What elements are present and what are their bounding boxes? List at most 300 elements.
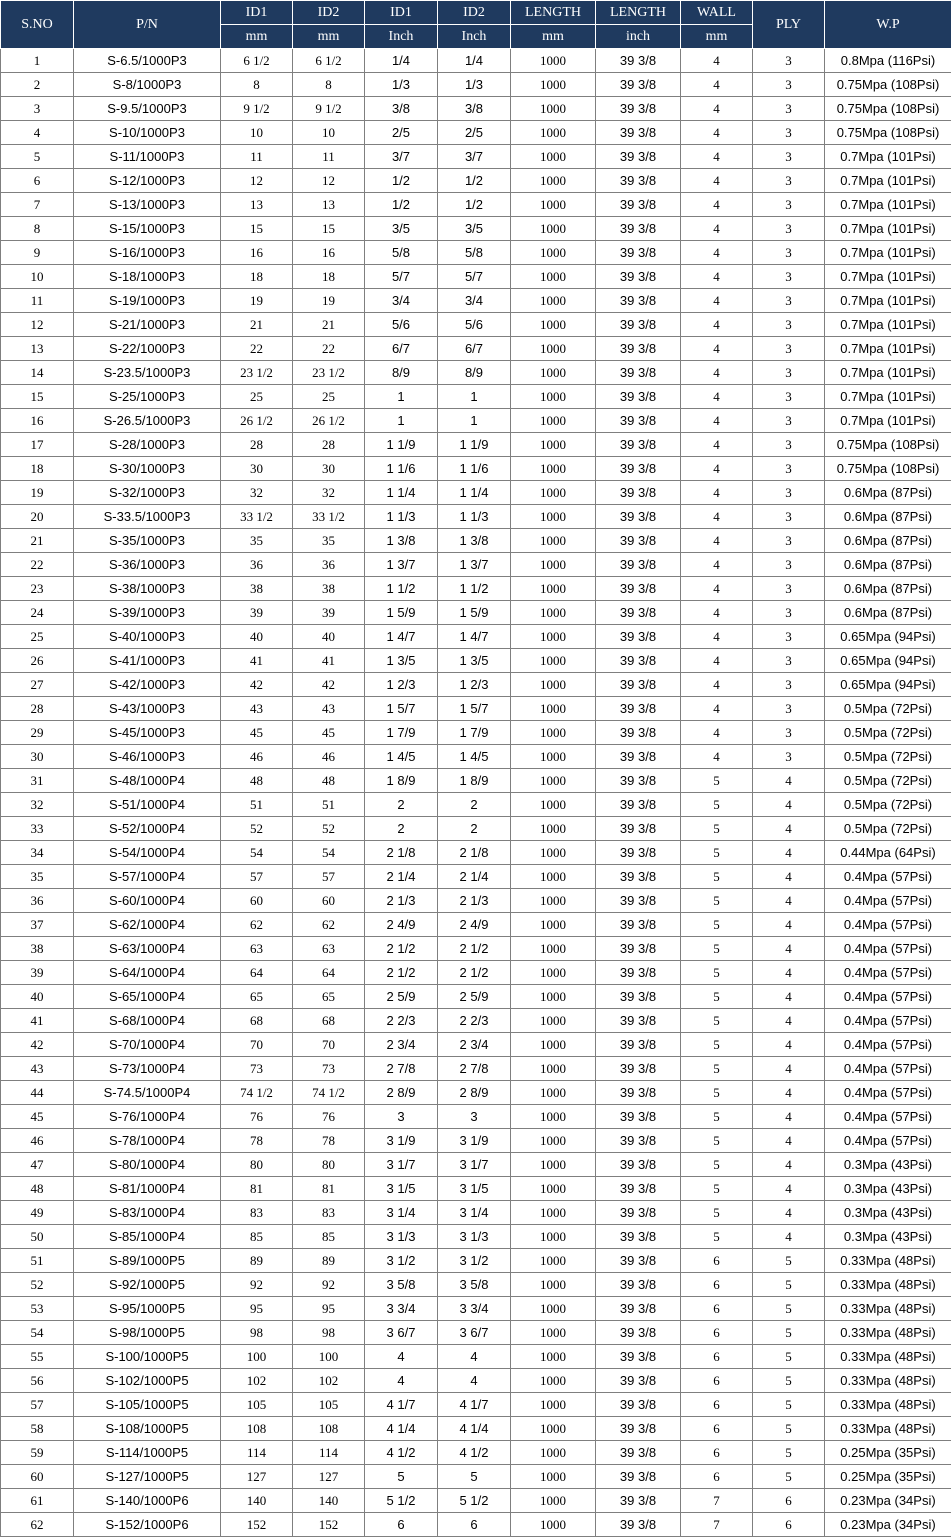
- sno-cell: 33: [1, 817, 74, 841]
- pn-cell: S-83/1000P4: [74, 1201, 221, 1225]
- id2-inch-cell: 3 1/3: [438, 1225, 511, 1249]
- id1-inch-cell: 2 1/8: [365, 841, 438, 865]
- id2-mm-cell: 51: [293, 793, 365, 817]
- id2-mm-cell: 89: [293, 1249, 365, 1273]
- table-row: [1, 865, 951, 889]
- ply-cell: 4: [753, 1201, 825, 1225]
- length-inch-cell: 39 3/8: [596, 145, 681, 169]
- wall-cell: 4: [681, 529, 753, 553]
- ply-cell: 3: [753, 217, 825, 241]
- length-mm-cell: 1000: [511, 1177, 596, 1201]
- length-mm-cell: 1000: [511, 745, 596, 769]
- id2-mm-cell: 26 1/2: [293, 409, 365, 433]
- id2-mm-cell: 83: [293, 1201, 365, 1225]
- sno-cell: 37: [1, 913, 74, 937]
- id1-mm-cell: 25: [221, 385, 293, 409]
- ply-cell: 3: [753, 433, 825, 457]
- length-inch-cell: 39 3/8: [596, 649, 681, 673]
- id1-inch-cell: 1 1/9: [365, 433, 438, 457]
- id1-mm-cell: 78: [221, 1129, 293, 1153]
- table-row: [1, 457, 951, 481]
- sno-cell: 54: [1, 1321, 74, 1345]
- id1-inch-cell: 1 7/9: [365, 721, 438, 745]
- table-row: [1, 1153, 951, 1177]
- id1-inch-cell: 1/4: [365, 49, 438, 73]
- length-mm-cell: 1000: [511, 409, 596, 433]
- length-inch-cell: 39 3/8: [596, 1345, 681, 1369]
- wp-cell: 0.7Mpa (101Psi): [825, 313, 951, 337]
- id2-inch-cell: 2 1/2: [438, 961, 511, 985]
- header-id1-mm: ID1: [221, 1, 293, 25]
- wall-cell: 7: [681, 1489, 753, 1513]
- ply-cell: 3: [753, 697, 825, 721]
- wall-cell: 5: [681, 793, 753, 817]
- id1-inch-cell: 4 1/7: [365, 1393, 438, 1417]
- wp-cell: 0.4Mpa (57Psi): [825, 1057, 951, 1081]
- table-row: [1, 769, 951, 793]
- id2-inch-cell: 5/7: [438, 265, 511, 289]
- id2-inch-cell: 1 3/8: [438, 529, 511, 553]
- length-inch-cell: 39 3/8: [596, 289, 681, 313]
- length-inch-cell: 39 3/8: [596, 385, 681, 409]
- wall-cell: 6: [681, 1321, 753, 1345]
- pn-cell: S-63/1000P4: [74, 937, 221, 961]
- id2-mm-cell: 22: [293, 337, 365, 361]
- table-row: [1, 625, 951, 649]
- table-row: [1, 97, 951, 121]
- length-inch-cell: 39 3/8: [596, 769, 681, 793]
- id2-inch-cell: 5/6: [438, 313, 511, 337]
- pn-cell: S-52/1000P4: [74, 817, 221, 841]
- header-length-inch: LENGTH: [596, 1, 681, 25]
- id2-mm-cell: 98: [293, 1321, 365, 1345]
- length-mm-cell: 1000: [511, 649, 596, 673]
- length-inch-cell: 39 3/8: [596, 265, 681, 289]
- id2-inch-cell: 2 8/9: [438, 1081, 511, 1105]
- length-mm-cell: 1000: [511, 1057, 596, 1081]
- ply-cell: 4: [753, 961, 825, 985]
- id2-inch-cell: 1 7/9: [438, 721, 511, 745]
- wall-cell: 4: [681, 577, 753, 601]
- wp-cell: 0.8Mpa (116Psi): [825, 49, 951, 73]
- id2-mm-cell: 19: [293, 289, 365, 313]
- table-row: [1, 1441, 951, 1465]
- wp-cell: 0.33Mpa (48Psi): [825, 1297, 951, 1321]
- pn-cell: S-57/1000P4: [74, 865, 221, 889]
- id1-inch-cell: 3 1/5: [365, 1177, 438, 1201]
- id1-mm-cell: 64: [221, 961, 293, 985]
- id1-mm-cell: 13: [221, 193, 293, 217]
- ply-cell: 4: [753, 1033, 825, 1057]
- length-mm-cell: 1000: [511, 337, 596, 361]
- id1-inch-cell: 4: [365, 1345, 438, 1369]
- length-inch-cell: 39 3/8: [596, 577, 681, 601]
- ply-cell: 6: [753, 1489, 825, 1513]
- wall-cell: 4: [681, 745, 753, 769]
- header-wall: WALL: [681, 1, 753, 25]
- wp-cell: 0.5Mpa (72Psi): [825, 697, 951, 721]
- header-wp: W.P: [825, 1, 951, 49]
- id1-mm-cell: 62: [221, 913, 293, 937]
- length-mm-cell: 1000: [511, 1273, 596, 1297]
- wall-cell: 5: [681, 1057, 753, 1081]
- pn-cell: S-32/1000P3: [74, 481, 221, 505]
- id2-inch-cell: 4 1/4: [438, 1417, 511, 1441]
- id2-inch-cell: 2 1/2: [438, 937, 511, 961]
- id2-mm-cell: 152: [293, 1513, 365, 1537]
- id1-mm-cell: 15: [221, 217, 293, 241]
- id1-mm-cell: 95: [221, 1297, 293, 1321]
- id1-mm-cell: 10: [221, 121, 293, 145]
- id2-mm-cell: 52: [293, 817, 365, 841]
- table-row: [1, 505, 951, 529]
- id1-inch-cell: 1: [365, 385, 438, 409]
- id2-mm-cell: 43: [293, 697, 365, 721]
- pn-cell: S-30/1000P3: [74, 457, 221, 481]
- ply-cell: 4: [753, 889, 825, 913]
- id2-inch-cell: 1 4/5: [438, 745, 511, 769]
- id2-mm-cell: 39: [293, 601, 365, 625]
- pn-cell: S-108/1000P5: [74, 1417, 221, 1441]
- table-row: [1, 121, 951, 145]
- id1-mm-cell: 63: [221, 937, 293, 961]
- id1-inch-cell: 1/3: [365, 73, 438, 97]
- length-inch-cell: 39 3/8: [596, 697, 681, 721]
- length-mm-cell: 1000: [511, 1297, 596, 1321]
- id2-inch-cell: 1 1/3: [438, 505, 511, 529]
- id2-inch-cell: 3/5: [438, 217, 511, 241]
- table-row: [1, 985, 951, 1009]
- length-inch-cell: 39 3/8: [596, 1513, 681, 1537]
- id2-inch-cell: 4 1/2: [438, 1441, 511, 1465]
- id1-inch-cell: 1 2/3: [365, 673, 438, 697]
- id1-mm-cell: 8: [221, 73, 293, 97]
- wall-cell: 5: [681, 913, 753, 937]
- length-inch-cell: 39 3/8: [596, 1249, 681, 1273]
- id1-inch-cell: 3 6/7: [365, 1321, 438, 1345]
- id1-inch-cell: 3/7: [365, 145, 438, 169]
- length-inch-cell: 39 3/8: [596, 937, 681, 961]
- id1-inch-cell: 3: [365, 1105, 438, 1129]
- length-mm-cell: 1000: [511, 265, 596, 289]
- id2-inch-cell: 5 1/2: [438, 1489, 511, 1513]
- length-mm-cell: 1000: [511, 1345, 596, 1369]
- wp-cell: 0.7Mpa (101Psi): [825, 409, 951, 433]
- ply-cell: 3: [753, 49, 825, 73]
- id2-mm-cell: 63: [293, 937, 365, 961]
- ply-cell: 4: [753, 985, 825, 1009]
- sno-cell: 31: [1, 769, 74, 793]
- wall-cell: 4: [681, 145, 753, 169]
- pn-cell: S-46/1000P3: [74, 745, 221, 769]
- id2-inch-cell: 2 5/9: [438, 985, 511, 1009]
- pn-cell: S-114/1000P5: [74, 1441, 221, 1465]
- wp-cell: 0.25Mpa (35Psi): [825, 1441, 951, 1465]
- wall-cell: 4: [681, 385, 753, 409]
- id2-inch-cell: 2 3/4: [438, 1033, 511, 1057]
- length-inch-cell: 39 3/8: [596, 217, 681, 241]
- table-row: [1, 601, 951, 625]
- wall-cell: 4: [681, 673, 753, 697]
- length-mm-cell: 1000: [511, 217, 596, 241]
- id2-mm-cell: 42: [293, 673, 365, 697]
- length-mm-cell: 1000: [511, 193, 596, 217]
- wp-cell: 0.4Mpa (57Psi): [825, 985, 951, 1009]
- length-inch-cell: 39 3/8: [596, 529, 681, 553]
- id2-inch-cell: 2 1/3: [438, 889, 511, 913]
- id1-mm-cell: 33 1/2: [221, 505, 293, 529]
- length-inch-cell: 39 3/8: [596, 409, 681, 433]
- id2-inch-cell: 1: [438, 385, 511, 409]
- id2-inch-cell: 1 2/3: [438, 673, 511, 697]
- wall-cell: 5: [681, 1033, 753, 1057]
- length-inch-cell: 39 3/8: [596, 961, 681, 985]
- id1-mm-cell: 76: [221, 1105, 293, 1129]
- pn-cell: S-140/1000P6: [74, 1489, 221, 1513]
- sno-cell: 15: [1, 385, 74, 409]
- wp-cell: 0.6Mpa (87Psi): [825, 553, 951, 577]
- wp-cell: 0.3Mpa (43Psi): [825, 1201, 951, 1225]
- table-row: [1, 1129, 951, 1153]
- length-inch-cell: 39 3/8: [596, 1369, 681, 1393]
- id1-mm-cell: 74 1/2: [221, 1081, 293, 1105]
- id2-mm-cell: 81: [293, 1177, 365, 1201]
- id1-inch-cell: 2 1/3: [365, 889, 438, 913]
- wall-cell: 7: [681, 1513, 753, 1537]
- table-row: [1, 913, 951, 937]
- pn-cell: S-42/1000P3: [74, 673, 221, 697]
- length-inch-cell: 39 3/8: [596, 601, 681, 625]
- id2-mm-cell: 78: [293, 1129, 365, 1153]
- id1-inch-cell: 1 1/6: [365, 457, 438, 481]
- length-mm-cell: 1000: [511, 1369, 596, 1393]
- id2-mm-cell: 12: [293, 169, 365, 193]
- length-mm-cell: 1000: [511, 457, 596, 481]
- length-mm-cell: 1000: [511, 1393, 596, 1417]
- table-row: [1, 1369, 951, 1393]
- wp-cell: 0.5Mpa (72Psi): [825, 769, 951, 793]
- wall-cell: 4: [681, 73, 753, 97]
- id1-inch-cell: 5/6: [365, 313, 438, 337]
- id1-inch-cell: 1 3/7: [365, 553, 438, 577]
- wall-cell: 4: [681, 97, 753, 121]
- id1-inch-cell: 2 1/2: [365, 937, 438, 961]
- sno-cell: 49: [1, 1201, 74, 1225]
- wall-cell: 5: [681, 961, 753, 985]
- id2-inch-cell: 1/3: [438, 73, 511, 97]
- id2-inch-cell: 1 3/5: [438, 649, 511, 673]
- id2-inch-cell: 1/2: [438, 169, 511, 193]
- pn-cell: S-152/1000P6: [74, 1513, 221, 1537]
- wall-cell: 6: [681, 1369, 753, 1393]
- sno-cell: 60: [1, 1465, 74, 1489]
- header-id2-mm: ID2: [293, 1, 365, 25]
- id2-mm-cell: 40: [293, 625, 365, 649]
- id1-mm-cell: 42: [221, 673, 293, 697]
- table-row: [1, 49, 951, 73]
- sno-cell: 58: [1, 1417, 74, 1441]
- sno-cell: 5: [1, 145, 74, 169]
- id1-inch-cell: 1 5/9: [365, 601, 438, 625]
- pn-cell: S-22/1000P3: [74, 337, 221, 361]
- pn-cell: S-19/1000P3: [74, 289, 221, 313]
- id1-inch-cell: 2 5/9: [365, 985, 438, 1009]
- sno-cell: 29: [1, 721, 74, 745]
- id2-inch-cell: 3 1/5: [438, 1177, 511, 1201]
- wall-cell: 5: [681, 1225, 753, 1249]
- id1-inch-cell: 2: [365, 817, 438, 841]
- wp-cell: 0.4Mpa (57Psi): [825, 1081, 951, 1105]
- table-row: [1, 529, 951, 553]
- sno-cell: 55: [1, 1345, 74, 1369]
- length-inch-cell: 39 3/8: [596, 1489, 681, 1513]
- pn-cell: S-70/1000P4: [74, 1033, 221, 1057]
- id1-mm-cell: 45: [221, 721, 293, 745]
- id1-inch-cell: 1 3/5: [365, 649, 438, 673]
- length-mm-cell: 1000: [511, 529, 596, 553]
- sno-cell: 61: [1, 1489, 74, 1513]
- wall-cell: 5: [681, 865, 753, 889]
- id2-mm-cell: 65: [293, 985, 365, 1009]
- id1-inch-cell: 2 3/4: [365, 1033, 438, 1057]
- unit-id1-inch: Inch: [365, 25, 438, 49]
- length-inch-cell: 39 3/8: [596, 97, 681, 121]
- length-inch-cell: 39 3/8: [596, 1153, 681, 1177]
- length-inch-cell: 39 3/8: [596, 433, 681, 457]
- table-row: [1, 841, 951, 865]
- id1-mm-cell: 40: [221, 625, 293, 649]
- id1-inch-cell: 1 5/7: [365, 697, 438, 721]
- id1-inch-cell: 1 3/8: [365, 529, 438, 553]
- table-row: [1, 481, 951, 505]
- length-inch-cell: 39 3/8: [596, 1465, 681, 1489]
- id2-mm-cell: 108: [293, 1417, 365, 1441]
- id2-mm-cell: 64: [293, 961, 365, 985]
- wp-cell: 0.33Mpa (48Psi): [825, 1369, 951, 1393]
- id1-mm-cell: 102: [221, 1369, 293, 1393]
- id2-inch-cell: 2 2/3: [438, 1009, 511, 1033]
- ply-cell: 3: [753, 625, 825, 649]
- length-inch-cell: 39 3/8: [596, 1417, 681, 1441]
- id1-inch-cell: 4 1/4: [365, 1417, 438, 1441]
- id1-inch-cell: 5 1/2: [365, 1489, 438, 1513]
- table-row: [1, 1321, 951, 1345]
- length-inch-cell: 39 3/8: [596, 625, 681, 649]
- pn-cell: S-64/1000P4: [74, 961, 221, 985]
- wall-cell: 5: [681, 769, 753, 793]
- wall-cell: 6: [681, 1417, 753, 1441]
- sno-cell: 47: [1, 1153, 74, 1177]
- id1-mm-cell: 46: [221, 745, 293, 769]
- id1-inch-cell: 6: [365, 1513, 438, 1537]
- id2-mm-cell: 9 1/2: [293, 97, 365, 121]
- length-mm-cell: 1000: [511, 433, 596, 457]
- sno-cell: 20: [1, 505, 74, 529]
- ply-cell: 5: [753, 1369, 825, 1393]
- id1-inch-cell: 3 1/7: [365, 1153, 438, 1177]
- id1-mm-cell: 140: [221, 1489, 293, 1513]
- unit-id1-mm: mm: [221, 25, 293, 49]
- id1-inch-cell: 5: [365, 1465, 438, 1489]
- sno-cell: 56: [1, 1369, 74, 1393]
- length-mm-cell: 1000: [511, 1105, 596, 1129]
- sno-cell: 62: [1, 1513, 74, 1537]
- wp-cell: 0.33Mpa (48Psi): [825, 1345, 951, 1369]
- wp-cell: 0.7Mpa (101Psi): [825, 145, 951, 169]
- table-row: [1, 1177, 951, 1201]
- id1-mm-cell: 83: [221, 1201, 293, 1225]
- id1-inch-cell: 3 1/4: [365, 1201, 438, 1225]
- pn-cell: S-80/1000P4: [74, 1153, 221, 1177]
- ply-cell: 3: [753, 97, 825, 121]
- id2-mm-cell: 73: [293, 1057, 365, 1081]
- wall-cell: 4: [681, 241, 753, 265]
- sno-cell: 28: [1, 697, 74, 721]
- length-inch-cell: 39 3/8: [596, 169, 681, 193]
- length-mm-cell: 1000: [511, 1417, 596, 1441]
- id2-mm-cell: 68: [293, 1009, 365, 1033]
- id1-inch-cell: 3/4: [365, 289, 438, 313]
- id2-inch-cell: 4: [438, 1369, 511, 1393]
- wp-cell: 0.4Mpa (57Psi): [825, 961, 951, 985]
- id2-inch-cell: 3/4: [438, 289, 511, 313]
- id1-mm-cell: 41: [221, 649, 293, 673]
- length-mm-cell: 1000: [511, 1513, 596, 1537]
- pn-cell: S-51/1000P4: [74, 793, 221, 817]
- id2-inch-cell: 1 8/9: [438, 769, 511, 793]
- wall-cell: 4: [681, 481, 753, 505]
- table-row: [1, 721, 951, 745]
- table-row: [1, 553, 951, 577]
- wp-cell: 0.6Mpa (87Psi): [825, 481, 951, 505]
- table-row: [1, 1201, 951, 1225]
- length-inch-cell: 39 3/8: [596, 121, 681, 145]
- id2-inch-cell: 1 1/4: [438, 481, 511, 505]
- table-row: [1, 1081, 951, 1105]
- pn-cell: S-62/1000P4: [74, 913, 221, 937]
- sno-cell: 2: [1, 73, 74, 97]
- length-mm-cell: 1000: [511, 1153, 596, 1177]
- wall-cell: 4: [681, 697, 753, 721]
- length-mm-cell: 1000: [511, 1033, 596, 1057]
- ply-cell: 4: [753, 1153, 825, 1177]
- length-inch-cell: 39 3/8: [596, 1081, 681, 1105]
- ply-cell: 3: [753, 289, 825, 313]
- sno-cell: 52: [1, 1273, 74, 1297]
- ply-cell: 5: [753, 1321, 825, 1345]
- id2-inch-cell: 2 4/9: [438, 913, 511, 937]
- id1-mm-cell: 85: [221, 1225, 293, 1249]
- length-inch-cell: 39 3/8: [596, 673, 681, 697]
- pn-cell: S-36/1000P3: [74, 553, 221, 577]
- id2-inch-cell: 1/4: [438, 49, 511, 73]
- wp-cell: 0.23Mpa (34Psi): [825, 1489, 951, 1513]
- wp-cell: 0.5Mpa (72Psi): [825, 817, 951, 841]
- length-mm-cell: 1000: [511, 793, 596, 817]
- table-row: [1, 793, 951, 817]
- id1-inch-cell: 3 3/4: [365, 1297, 438, 1321]
- id2-inch-cell: 2 7/8: [438, 1057, 511, 1081]
- id1-mm-cell: 57: [221, 865, 293, 889]
- ply-cell: 4: [753, 817, 825, 841]
- wp-cell: 0.75Mpa (108Psi): [825, 97, 951, 121]
- pn-cell: S-89/1000P5: [74, 1249, 221, 1273]
- id2-inch-cell: 2: [438, 817, 511, 841]
- id1-mm-cell: 114: [221, 1441, 293, 1465]
- ply-cell: 4: [753, 793, 825, 817]
- wall-cell: 4: [681, 169, 753, 193]
- id2-inch-cell: 3 3/4: [438, 1297, 511, 1321]
